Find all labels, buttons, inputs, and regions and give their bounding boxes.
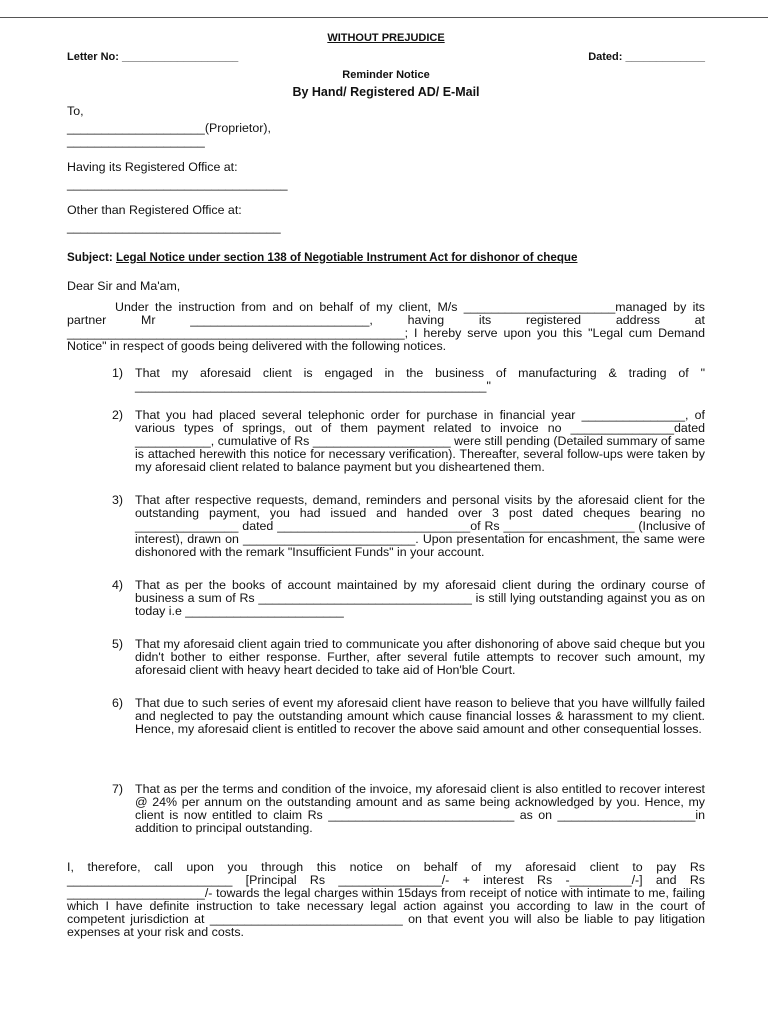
letter-meta-row [67,51,705,64]
proprietor-line: ____________________(Proprietor), [67,121,271,135]
registered-office-line: ________________________________ [67,177,288,191]
reminder-notice-heading: Reminder Notice [342,69,430,81]
notice-points-list [67,367,705,835]
registered-office-label: Having its Registered Office at: [67,160,238,174]
subject-label: Subject: [67,251,113,264]
notice-point-4: 4) That as per the books of account maintained by my aforesaid client during the ordinary course of business a sum of Rs _______________________________ is still lying outstanding against you as on today i.e _______________________ [112,578,705,618]
salutation: Dear Sir and Ma'am, [67,279,181,293]
closing-paragraph: I, therefore, call upon you through this notice on behalf of my aforesaid client to pay Rs ________________________ [Principal Rs _______________/- + interest Rs -_________/-] and Rs ____________________/- towards the legal charges within 15days from receipt of notice with intimate to me, failing which I have definite instruction to take necessary legal action against you according to law in the court of competent jurisdiction at ____________________________ on that event you will also be liable to pay litigation expenses at your risk and costs. [67,860,705,939]
notice-point-5: 5) That my aforesaid client again tried to communicate you after dishonoring of above said cheque but you didn't bother to either response. Further, after several futile attempts to recover such amount, my aforesaid client with heavy heart decided to take aid of Hon'ble Court. [112,637,705,677]
subject-text: Legal Notice under section 138 of Negotiable Instrument Act for dishonor of cheque [115,251,578,264]
recipient-address-block [67,105,705,234]
to-line: To, [67,104,84,118]
notice-point-3: 3) That after respective requests, demand, reminders and personal visits by the aforesaid client for the outstanding payment, you had issued and handed over 3 post dated cheques bearing no _______________ dated ____________________________of Rs ___________________ (Inclusive of interest), drawn on _________________________. Upon presentation for encashment, the same were dishonored with the remark "Insufficient Funds" in your account. [112,493,705,559]
other-office-line: _______________________________ [67,220,281,234]
notice-point-6: 6) That due to such series of event my aforesaid client have reason to believe that you have willfully failed and neglected to pay the outstanding amount which cause financial losses & harassment to my client. Hence, my aforesaid client is entitled to recover the above said amount and other consequential losses. [112,696,705,736]
delivery-mode-heading: By Hand/ Registered AD/ E-Mail [292,85,480,99]
page-top-rule [0,17,768,18]
notice-point-1: 1) That my aforesaid client is engaged in the business of manufacturing & trading of " ___________________________________________________" [112,366,705,393]
legal-notice-document [67,30,705,939]
subject-line [67,251,705,264]
other-office-label: Other than Registered Office at: [67,203,242,217]
letter-no-field: Letter No: ___________________ [67,51,239,63]
recipient-line-2: ____________________ [67,134,205,148]
without-prejudice-heading: WITHOUT PREJUDICE [327,32,445,44]
notice-point-2: 2) That you had placed several telephonic order for purchase in financial year _______________, of various types of springs, out of them payment related to invoice no _______________dated ___________, cumulative of Rs ____________________ were still pending (Detailed summary of same is attached herewith this notice for necessary verification). Thereafter, several follow-ups were taken by my aforesaid client related to balance payment but you disheartened them. [112,408,705,474]
intro-paragraph [67,301,705,353]
notice-point-7: 7) That as per the terms and condition of the invoice, my aforesaid client is also entitled to recover interest @ 24% per annum on the outstanding amount and as same being acknowledged by you. Hence, my client is now entitled to claim Rs ___________________________ as on ____________________in addition to principal outstanding. [112,782,705,835]
intro-text: Under the instruction from and on behalf of my client, M/s ______________________managed by its partner Mr __________________________, having its registered address at _________________________________________________; I hereby serve upon you this "Legal cum Demand Notice" in respect of goods being delivered with the following notices. [67,300,705,353]
dated-field: Dated: _____________ [588,51,705,63]
